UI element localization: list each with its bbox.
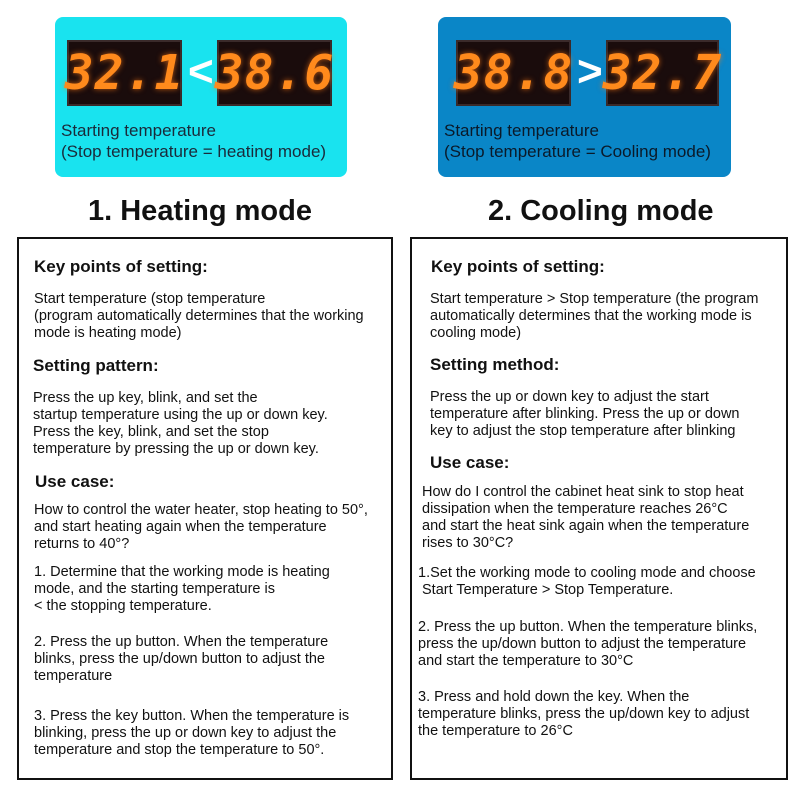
greater-than-sign: > <box>577 47 603 96</box>
text-line: Start Temperature > Stop Temperature. <box>422 582 674 598</box>
text-line: rises to 30°C? <box>422 535 514 551</box>
text-line: blinks, press the up/down button to adjust the <box>34 651 325 667</box>
text-line: temperature <box>34 668 113 684</box>
text-line: How to control the water heater, stop heating to 50°, <box>34 502 368 518</box>
text-line: cooling mode) <box>430 325 522 341</box>
text-line: mode is heating mode) <box>34 325 182 341</box>
text-line: Press the up or down key to adjust the start <box>430 389 709 405</box>
cooling-mode-title: 2. Cooling mode <box>488 195 714 227</box>
text-line: Press the key, blink, and set the stop <box>33 424 269 440</box>
heating-banner-caption <box>61 120 326 162</box>
text-line: blinking, press the up or down key to adjust the <box>34 725 337 741</box>
cooling-banner-caption <box>444 120 711 162</box>
heating-banner <box>55 17 347 177</box>
text-line: temperature after blinking. Press the up or down <box>430 406 740 422</box>
text-line: and start heating again when the temperature <box>34 519 327 535</box>
text-line: temperature by pressing the up or down key. <box>33 441 319 457</box>
text-line: startup temperature using the up or down key. <box>33 407 328 423</box>
text-line: temperature blinks, press the up/down key to adjust <box>418 706 750 722</box>
stop-temp-value: 32.7 <box>602 45 723 101</box>
text-line: returns to 40°? <box>34 536 130 552</box>
text-line: 2. Press the up button. When the temperature blinks, <box>418 619 758 635</box>
cooling-banner <box>438 17 731 177</box>
text-line: temperature and stop the temperature to 50°. <box>34 742 325 758</box>
start-temp-value: 32.1 <box>64 45 185 101</box>
text-line: 3. Press and hold down the key. When the <box>418 689 690 705</box>
key-points-heading: Key points of setting: <box>34 257 208 276</box>
heating-panel <box>17 237 393 780</box>
text-line: key to adjust the stop temperature after blinking <box>430 423 736 439</box>
cooling-panel <box>410 237 788 780</box>
use-case-heading: Use case: <box>430 453 510 472</box>
text-line: dissipation when the temperature reaches 26°C <box>422 501 728 517</box>
start-temp-value: 38.8 <box>453 45 574 101</box>
caption-line: Starting temperature <box>444 121 599 140</box>
stop-temp-display <box>214 40 335 106</box>
text-line: How do I control the cabinet heat sink to stop heat <box>422 484 744 500</box>
caption-line: Starting temperature <box>61 121 216 140</box>
setting-pattern-heading: Setting pattern: <box>33 356 159 375</box>
caption-line: (Stop temperature = heating mode) <box>61 142 327 161</box>
use-case-heading: Use case: <box>35 472 115 491</box>
setting-method-heading: Setting method: <box>430 355 560 374</box>
text-line: Start temperature > Stop temperature (the program <box>430 291 759 307</box>
text-line: 3. Press the key button. When the temperature is <box>34 708 350 724</box>
text-line: (program automatically determines that the working <box>34 308 364 324</box>
caption-line: (Stop temperature = Cooling mode) <box>444 142 711 161</box>
text-line: automatically determines that the working mode is <box>430 308 752 324</box>
key-points-heading: Key points of setting: <box>431 257 605 276</box>
text-line: press the up/down button to adjust the temperature <box>418 636 747 652</box>
text-line: and start the heat sink again when the temperature <box>422 518 750 534</box>
heating-mode-title: 1. Heating mode <box>88 195 312 227</box>
text-line: and start the temperature to 30°C <box>418 653 634 669</box>
start-temp-display <box>453 40 574 106</box>
stop-temp-value: 38.6 <box>214 45 335 101</box>
text-line: 1.Set the working mode to cooling mode and choose <box>418 565 756 581</box>
start-temp-display <box>64 40 185 106</box>
text-line: 2. Press the up button. When the temperature <box>34 634 329 650</box>
text-line: mode, and the starting temperature is <box>34 581 275 597</box>
stop-temp-display <box>602 40 723 106</box>
text-line: Start temperature (stop temperature <box>34 291 266 307</box>
text-line: the temperature to 26°C <box>418 723 573 739</box>
text-line: 1. Determine that the working mode is heating <box>34 564 330 580</box>
text-line: < the stopping temperature. <box>34 598 212 614</box>
text-line: Press the up key, blink, and set the <box>33 390 258 406</box>
less-than-sign: < <box>188 47 214 96</box>
